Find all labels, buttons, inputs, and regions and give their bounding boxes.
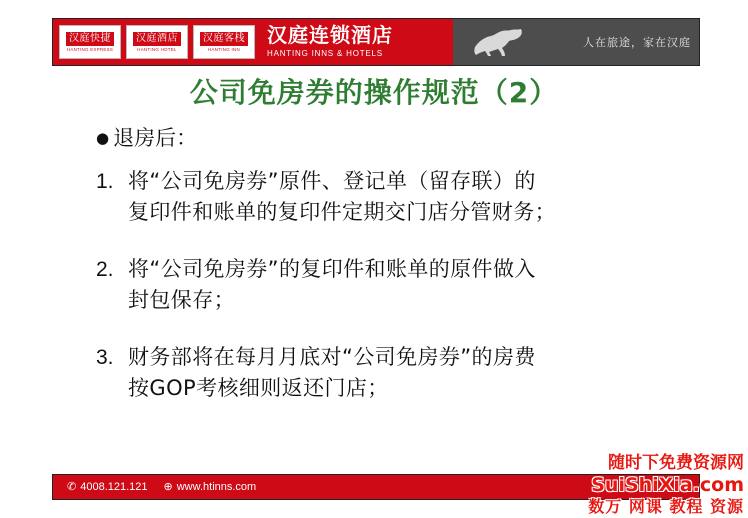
list-item-number: 1.: [96, 170, 114, 193]
watermark-line-1: 随时下免费资源网: [608, 453, 744, 473]
phone-icon: ✆: [67, 480, 77, 493]
list-item-number: 2.: [96, 258, 114, 281]
brand-name-cn: 汉庭连锁酒店: [267, 25, 393, 47]
logo-badge-group: [59, 25, 255, 59]
bullet-heading-text: 退房后：: [113, 126, 198, 150]
brand-name-en: HANTING INNS & HOTELS: [267, 49, 383, 58]
logo-badge: [59, 25, 121, 59]
list-item-text: [128, 254, 536, 316]
header-tagline-area: [453, 19, 699, 65]
brand-tagline: 人在旅途，家在汉庭: [583, 36, 691, 49]
page-title: 公司免房券的操作规范（2）: [189, 76, 559, 109]
watermark-line-2: SuiShiXia.com: [591, 474, 744, 496]
logo-badge: [193, 25, 255, 59]
header-brand-area: [53, 19, 453, 65]
logo-badge-en: HANTING INN: [208, 46, 240, 52]
bullet-dot-icon: ●: [96, 129, 110, 147]
list-item-line: 按GOP考核细则返还门店；: [128, 376, 389, 400]
list-item-text: [128, 342, 536, 404]
list-item-line: 将“公司免房券”的复印件和账单的原件做入: [128, 257, 536, 281]
list-item: [96, 254, 696, 316]
brand-name-block: [267, 25, 393, 59]
footer-phone-text: 4008.121.121: [80, 481, 148, 493]
globe-icon: ⊕: [163, 480, 173, 493]
watermark: [588, 452, 744, 518]
footer-phone: [67, 481, 148, 493]
list-item-text: [128, 166, 556, 228]
list-item: [96, 166, 696, 228]
list-item-line: 复印件和账单的复印件定期交门店分管财务；: [128, 200, 556, 224]
list-item-line: 财务部将在每月月底对“公司免房券”的房费: [128, 345, 536, 369]
watermark-line-3: 数万 网课 教程 资源: [588, 497, 744, 516]
logo-badge: [126, 25, 188, 59]
header-banner: [52, 18, 700, 66]
logo-badge-en: HANTING HOTEL: [137, 46, 177, 52]
logo-badge-cn: 汉庭快捷: [66, 32, 114, 46]
logo-badge-en: HANTING EXPRESS: [66, 46, 114, 52]
list-item-number: 3.: [96, 346, 114, 369]
logo-badge-cn: 汉庭酒店: [133, 32, 181, 46]
list-item: [96, 342, 696, 404]
slide-body: [96, 124, 696, 430]
list-item-line: 将“公司免房券”原件、登记单（留存联）的: [128, 169, 536, 193]
bullet-heading: [96, 124, 696, 152]
footer-website-text: www.htinns.com: [176, 481, 257, 493]
horse-icon: [471, 27, 533, 57]
list-item-line: 封包保存；: [128, 288, 235, 312]
footer-website[interactable]: [164, 481, 257, 493]
logo-badge-cn: 汉庭客栈: [200, 32, 248, 46]
